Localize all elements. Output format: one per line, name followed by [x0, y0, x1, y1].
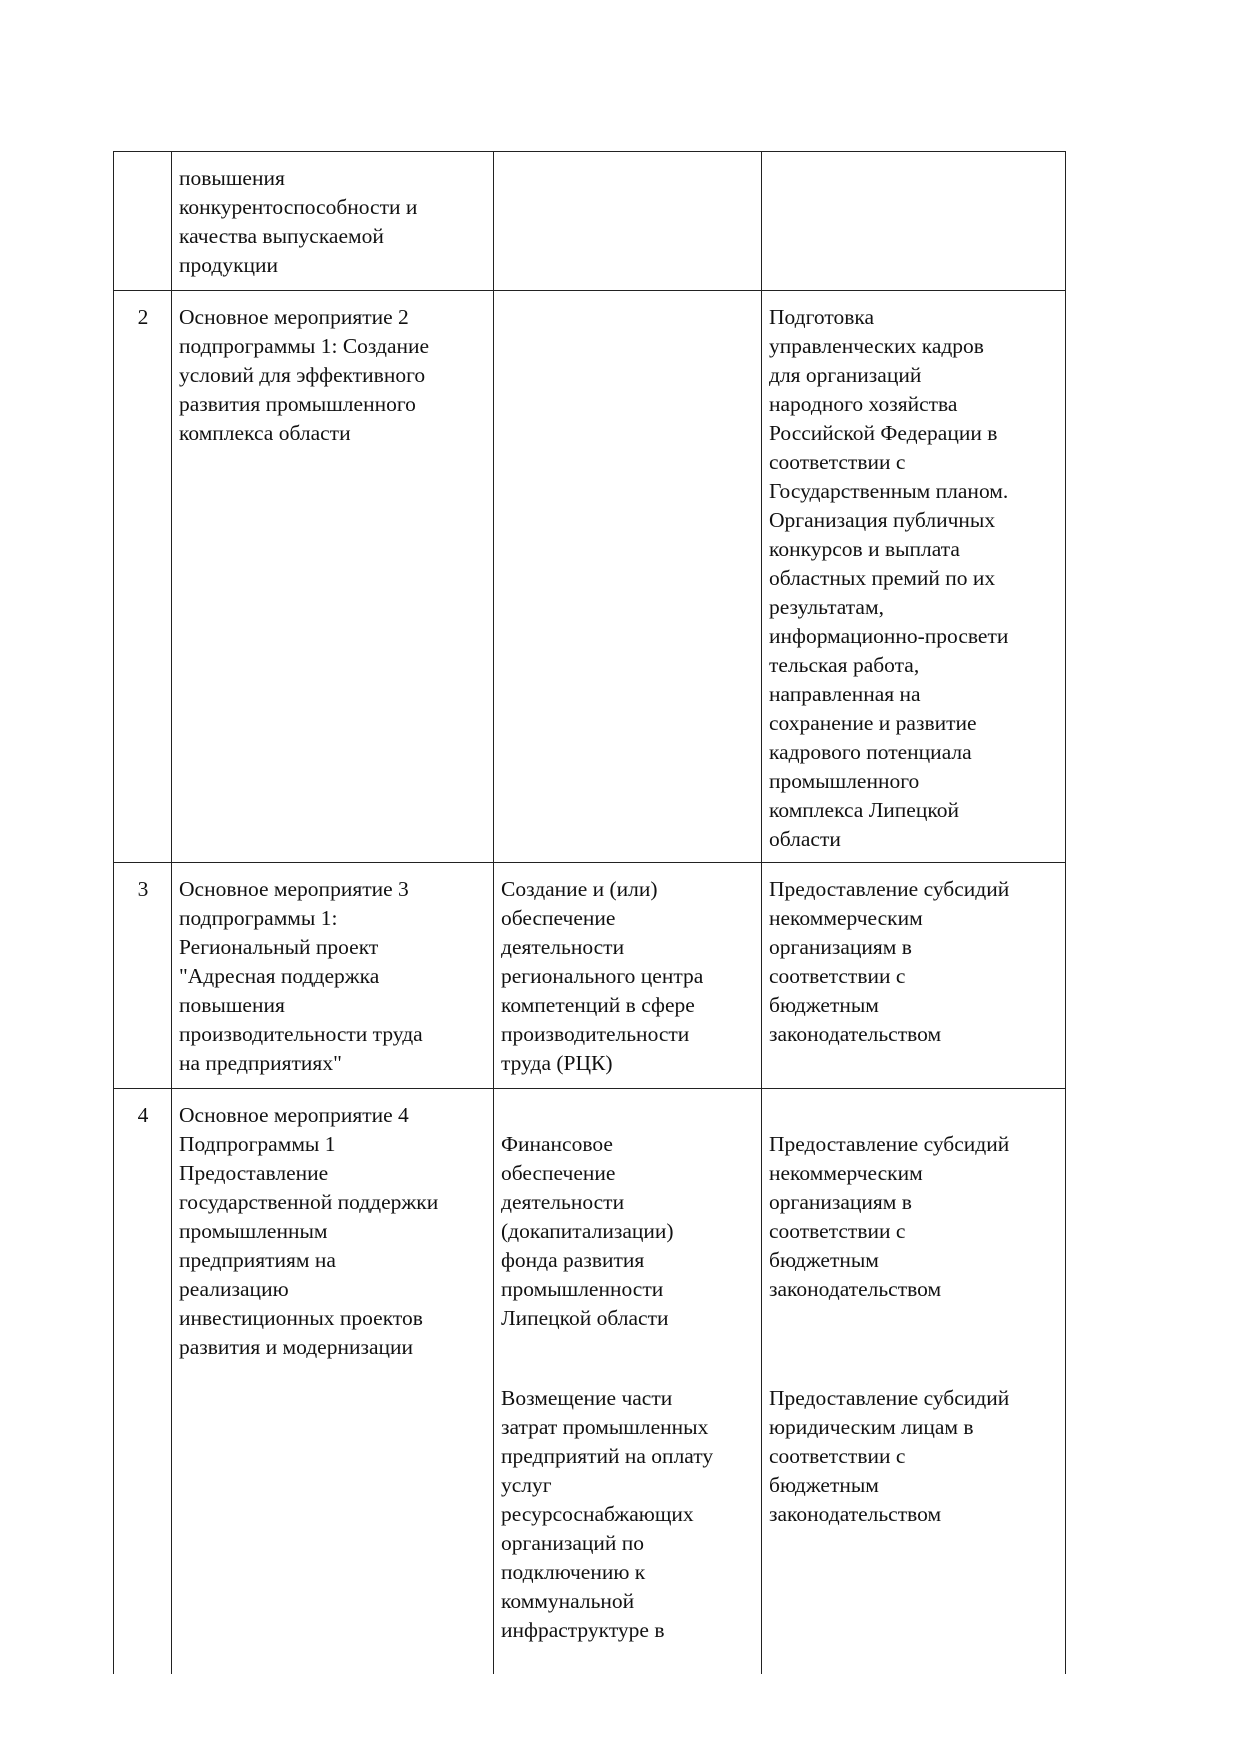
row-number: 3: [114, 863, 172, 1089]
row-number: 4: [114, 1089, 172, 1675]
mechanism-cell: Предоставление субсидий некоммерческим организациям в соответствии с бюджетным законодательством: [762, 863, 1066, 1089]
table-row: [114, 1089, 1066, 1675]
table-row: [114, 291, 1066, 863]
mechanism-cell: [762, 152, 1066, 291]
event-cell: Основное мероприятие 2 подпрограммы 1: Создание условий для эффективного развития промышленного комплекса области: [172, 291, 494, 863]
purpose-paragraph: Возмещение части затрат промышленных предприятий на оплату услуг ресурсоснабжающих организаций по подключению к коммунальной инфраструктуре в: [501, 1386, 714, 1642]
row-number: 2: [114, 291, 172, 863]
event-cell: повышения конкурентоспособности и качества выпускаемой продукции: [172, 152, 494, 291]
row-number: [114, 152, 172, 291]
measures-table: [113, 151, 1066, 1674]
purpose-cell: [494, 152, 762, 291]
purpose-cell: [494, 1089, 762, 1675]
event-cell: Основное мероприятие 3 подпрограммы 1: Региональный проект "Адресная поддержка повышения производительности труда на предприятиях": [172, 863, 494, 1089]
purpose-cell: [494, 291, 762, 863]
mechanism-cell: [762, 1089, 1066, 1675]
event-cell: Основное мероприятие 4 Подпрограммы 1 Предоставление государственной поддержки промышленным предприятиям на реализацию инвестиционных проектов развития и модернизации: [172, 1089, 494, 1675]
purpose-cell: Создание и (или) обеспечение деятельности регионального центра компетенций в сфере производительности труда (РЦК): [494, 863, 762, 1089]
purpose-paragraph: Финансовое обеспечение деятельности (докапитализации) фонда развития промышленности Липецкой области: [501, 1132, 674, 1330]
table-row: [114, 152, 1066, 291]
table-row: [114, 863, 1066, 1089]
mechanism-paragraph: Предоставление субсидий юридическим лицам в соответствии с бюджетным законодательством: [769, 1386, 1010, 1526]
mechanism-paragraph: Предоставление субсидий некоммерческим организациям в соответствии с бюджетным законодательством: [769, 1132, 1010, 1301]
mechanism-cell: Подготовка управленческих кадров для организаций народного хозяйства Российской Федерации в соответствии с Государственным планом. Организация публичных конкурсов и выплата областных премий по их результатам, информационно-просвети тельская работа, направленная на сохранение и развитие кадрового потенциала промышленного комплекса Липецкой области: [762, 291, 1066, 863]
